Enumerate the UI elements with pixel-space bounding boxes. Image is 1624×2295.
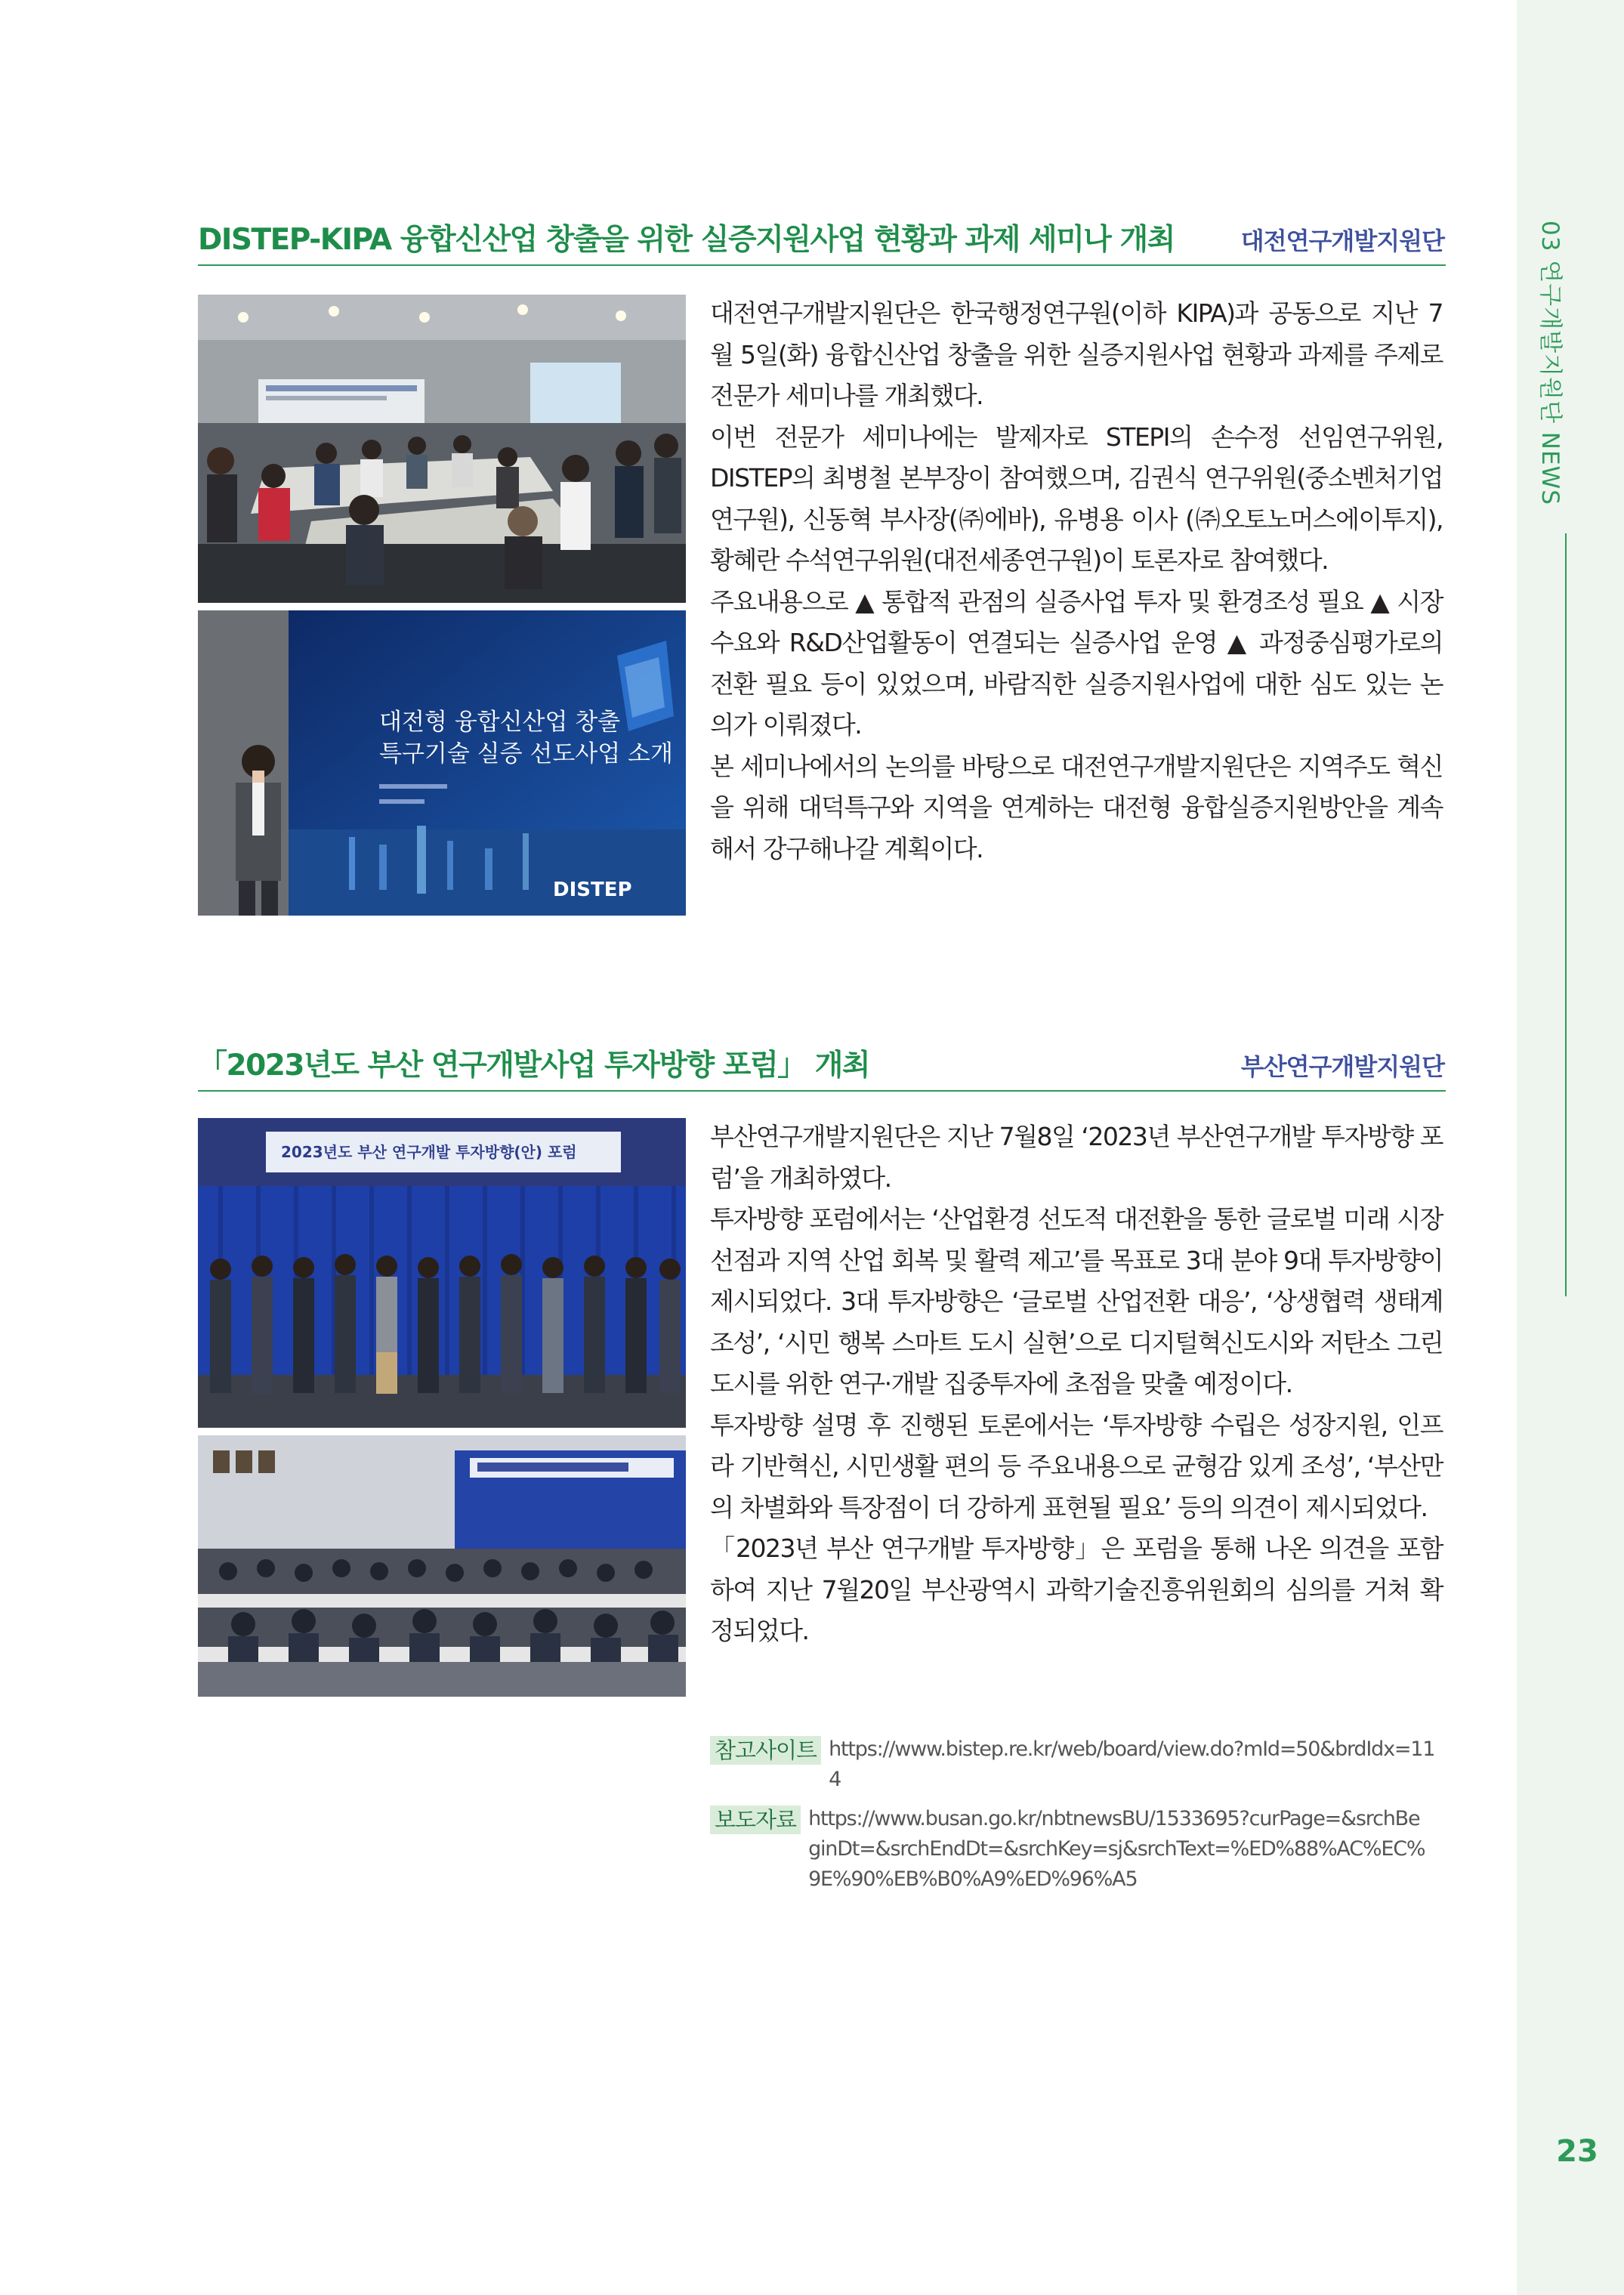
article2-paragraph-2: 투자방향 포럼에서는 ‘산업환경 선도적 대전환을 통한 글로벌 미래 시장 선점과 지역 산업 회복 및 활력 제고’를 목표로 3대 분야 9대 투자방향이 제시되었다. 3대 투자방향은 ‘글로벌 산업전환 대응’, ‘상생협력 생태계 조성’, ‘시민 행복 스마트 도시 실현’으로 디지털혁신도시와 저탄소 그린도시를 위한 연구·개발 집중투자에 초점을 맞출 예정이다. [710,1204,1443,1398]
article2-photo-group [198,1118,686,1428]
article2-photo-audience [198,1435,686,1697]
reference-site-url[interactable]: https://www.bistep.re.kr/web/board/view.do?mId=50&brdIdx=114 [829,1737,1435,1791]
page-sidebar [1517,0,1624,2295]
article1-heading [198,221,1446,266]
article2-paragraph-4: 「2023년 부산 연구개발 투자방향」은 포럼을 통해 나온 의견을 포함하여 지난 7월20일 부산광역시 과학기술진흥위원회의 심의를 거쳐 확정되었다. [710,1534,1443,1645]
article1-paragraph-3: 주요내용으로 ▲ 통합적 관점의 실증사업 투자 및 환경조성 필요 ▲ 시장수요와 R&D산업활동이 연결되는 실증사업 운영 ▲ 과정중심평가로의 전환 필요 등이 있었으며, 바람직한 실증지원사업에 대한 심도 있는 논의가 이뤄졌다. [710,586,1443,740]
article2-paragraph-3: 투자방향 설명 후 진행된 토론에서는 ‘투자방향 수립은 성장지원, 인프라 기반혁신, 시민생활 편의 등 주요내용으로 균형감 있게 조성’, ‘부산만의 차별화와 특장점이 더 강하게 표현될 필요’ 등의 의견이 제시되었다. [710,1410,1443,1522]
reference-site-tag: 참고사이트 [710,1736,821,1765]
press-release-tag: 보도자료 [710,1805,801,1834]
sidebar-divider [1565,533,1567,1296]
article2-title: 「2023년도 부산 연구개발사업 투자방향 포럼」 개최 [198,1049,870,1083]
article2-org: 부산연구개발지원단 [1240,1052,1444,1081]
article2-body [710,1117,1443,1652]
article1-paragraph-1: 대전연구개발지원단은 한국행정연구원(이하 KIPA)과 공동으로 지난 7월 5일(화) 융합신산업 창출을 위한 실증지원사업 현황과 과제를 주제로 전문가 세미나를 개최했다. [710,298,1443,410]
reference-site [710,1734,1443,1795]
article1-paragraph-2: 이번 전문가 세미나에는 발제자로 STEPI의 손수정 선임연구위원, DISTEP의 최병철 본부장이 참여했으며, 김권식 연구위원(중소벤처기업연구원), 신동혁 부사장(㈜에바), 유병용 이사 (㈜오토노머스에이투지), 황혜란 수석연구위원(대전세종연구원)이 토론자로 참여했다. [710,422,1443,575]
article1-body [710,293,1443,870]
article1-paragraph-4: 본 세미나에서의 논의를 바탕으로 대전연구개발지원단은 지역주도 혁신을 위해 대덕특구와 지역을 연계하는 대전형 융합실증지원방안을 계속해서 강구해나갈 계획이다. [710,751,1443,863]
press-release-url[interactable]: https://www.busan.go.kr/nbtnewsBU/1533695?curPage=&srchBeginDt=&srchEndDt=&srchKey=sj&srchText=%ED%88%AC%EC%9E%90%EB%B0%A9%ED%96%A5 [808,1807,1425,1891]
slide-line1: 대전형 융합신산업 창출 [379,709,621,736]
section-label: 03 연구개발지원단 NEWS [1536,221,1564,505]
article1-org: 대전연구개발지원단 [1240,227,1444,255]
banner-text: 2023년도 부산 연구개발 투자방향(안) 포럼 [281,1143,577,1161]
press-release [710,1804,1443,1895]
article2-paragraph-1: 부산연구개발지원단은 지난 7월8일 ‘2023년 부산연구개발 투자방향 포럼’을 개최하였다. [710,1122,1443,1193]
page-number: 23 [1556,2134,1598,2169]
slide-logo: DISTEP [553,879,632,901]
article2-heading [198,1046,1446,1092]
article1-photo-meeting [198,295,686,603]
article1-photo-presentation [198,610,686,916]
slide-line2: 특구기술 실증 선도사업 소개 [379,740,673,768]
article1-title: DISTEP-KIPA 융합신산업 창출을 위한 실증지원사업 현황과 과제 세미나 개최 [198,223,1175,257]
